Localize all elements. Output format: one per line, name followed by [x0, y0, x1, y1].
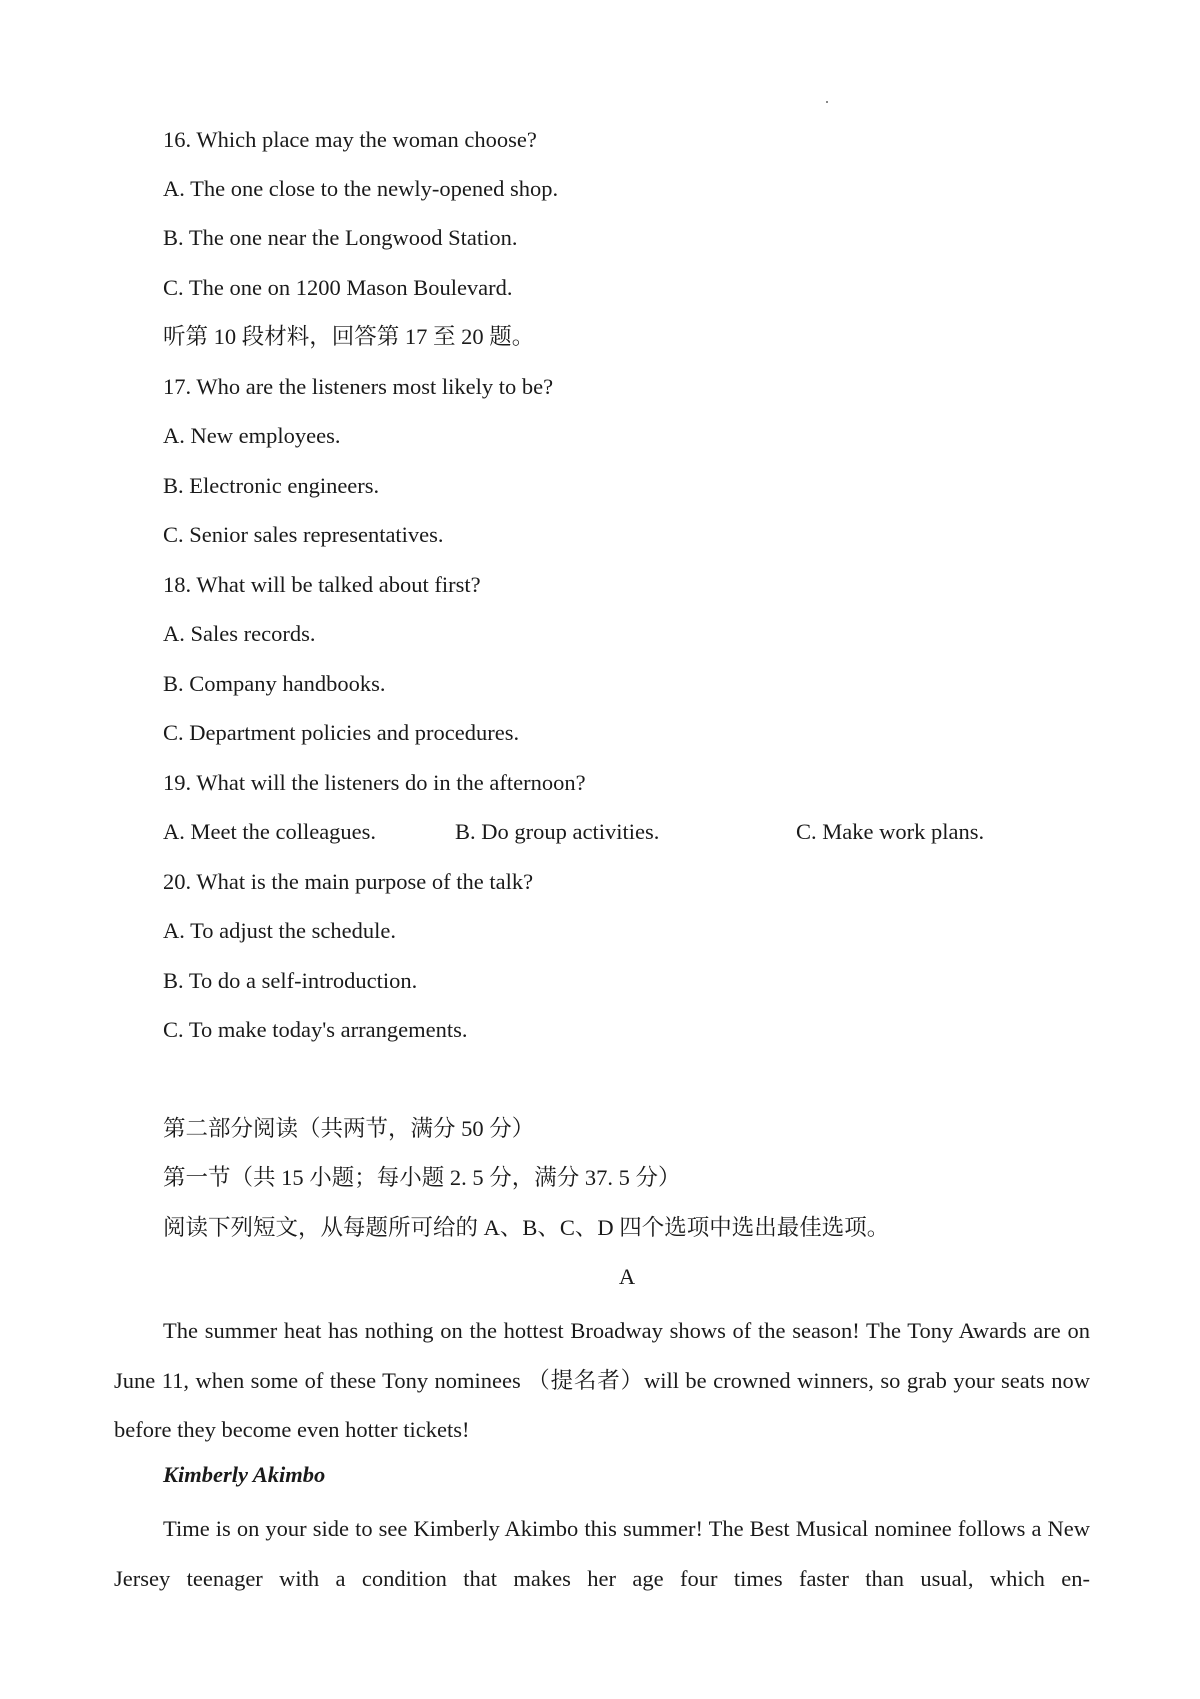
question-17: 17. Who are the listeners most likely to be? [163, 374, 554, 399]
stray-dot [826, 101, 828, 103]
option-16c: C. The one on 1200 Mason Boulevard. [163, 275, 513, 300]
option-17a: A. New employees. [163, 423, 341, 448]
reading-instruction: 阅读下列短文，从每题所可给的 A、B、C、D 四个选项中选出最佳选项。 [163, 1215, 890, 1240]
show-title: Kimberly Akimbo [163, 1462, 326, 1487]
listening-instruction: 听第 10 段材料，回答第 17 至 20 题。 [163, 324, 535, 349]
option-17b: B. Electronic engineers. [163, 473, 380, 498]
part-title: 第二部分阅读（共两节，满分 50 分） [163, 1116, 535, 1141]
show-description: Time is on your side to see Kimberly Akimbo this summer! The Best Musical nominee follows a New Jersey teenager with a condition that makes her age four times faster than usual, which en- [114, 1516, 1090, 1591]
option-20b: B. To do a self-introduction. [163, 968, 418, 993]
option-16b: B. The one near the Longwood Station. [163, 225, 518, 250]
question-18: 18. What will be talked about first? [163, 572, 481, 597]
option-18a: A. Sales records. [163, 621, 316, 646]
question-20: 20. What is the main purpose of the talk? [163, 869, 534, 894]
option-20c: C. To make today's arrangements. [163, 1017, 468, 1042]
option-17c: C. Senior sales representatives. [163, 522, 444, 547]
option-19c: C. Make work plans. [796, 819, 985, 844]
question-19: 19. What will the listeners do in the afternoon? [163, 770, 586, 795]
option-19b: B. Do group activities. [455, 819, 660, 844]
passage-label: A [618, 1264, 636, 1289]
question-16: 16. Which place may the woman choose? [163, 127, 537, 152]
option-19a: A. Meet the colleagues. [163, 819, 377, 844]
option-18b: B. Company handbooks. [163, 671, 386, 696]
option-20a: A. To adjust the schedule. [163, 918, 396, 943]
option-16a: A. The one close to the newly-opened shop. [163, 176, 559, 201]
option-18c: C. Department policies and procedures. [163, 720, 520, 745]
passage-intro: The summer heat has nothing on the hottest Broadway shows of the season! The Tony Awards are on June 11, when some of these Tony nominees （提名者）will be crowned winners, so grab your seats now before they become even hotter tickets! [114, 1318, 1090, 1442]
section-title: 第一节（共 15 小题；每小题 2. 5 分，满分 37. 5 分） [163, 1165, 681, 1190]
